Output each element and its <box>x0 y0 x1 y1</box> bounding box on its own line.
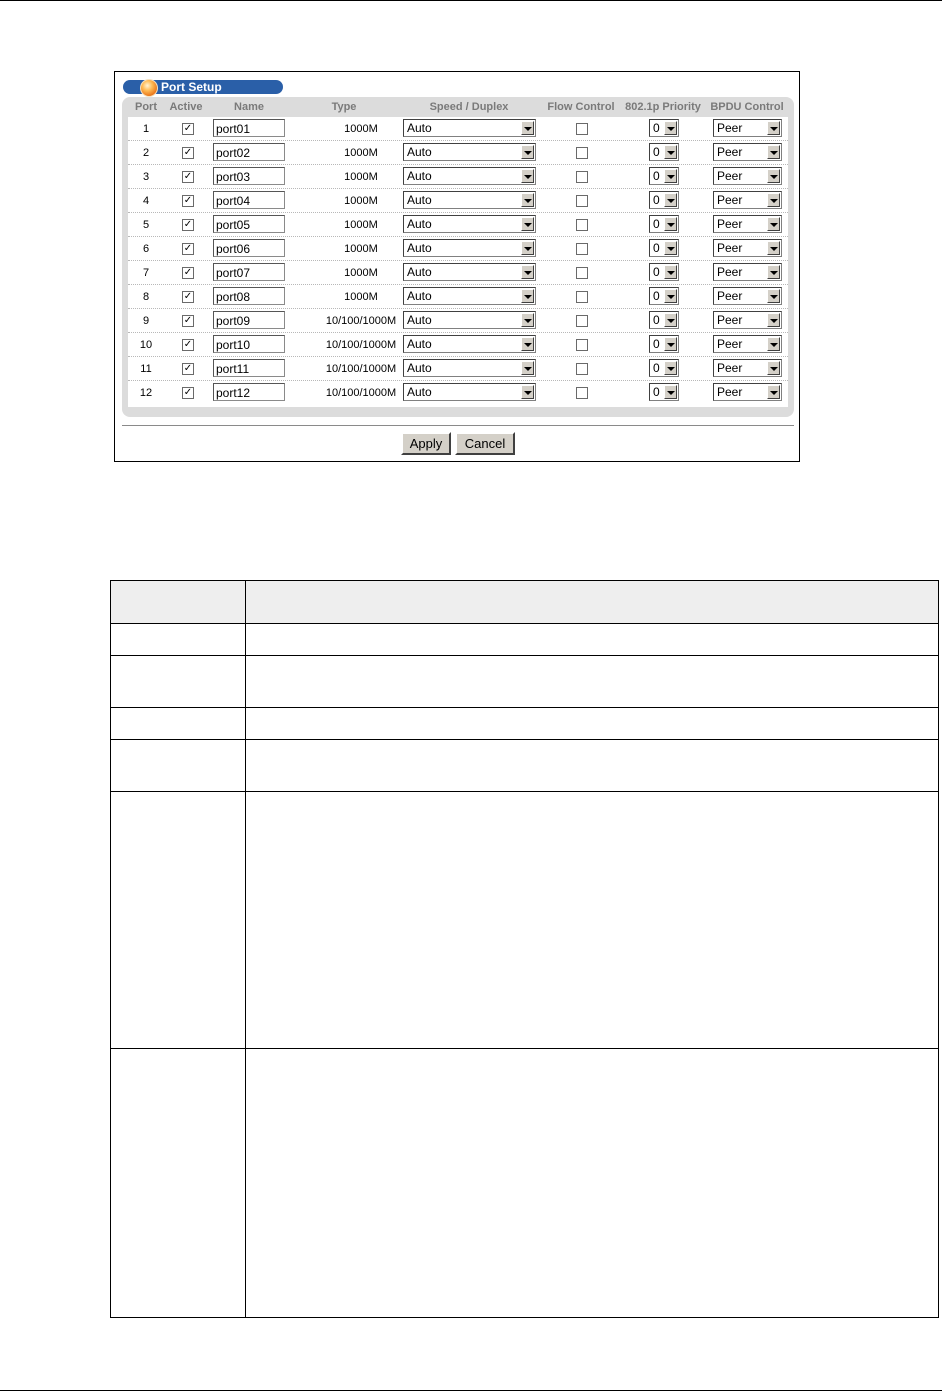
table-row <box>128 381 788 405</box>
chevron-down-icon[interactable] <box>521 385 534 399</box>
priority-value: 0 <box>653 169 660 183</box>
chevron-down-icon[interactable] <box>767 265 780 279</box>
chevron-down-icon[interactable] <box>521 361 534 375</box>
priority-select[interactable] <box>649 335 679 353</box>
table-header-description <box>246 581 939 624</box>
table-row <box>128 213 788 237</box>
active-checkbox[interactable]: ✓ <box>183 123 193 134</box>
port-type: 1000M <box>344 195 378 207</box>
table-header-label <box>111 581 246 624</box>
table-row <box>128 117 788 141</box>
priority-value: 0 <box>653 337 660 351</box>
priority-select[interactable] <box>649 359 679 377</box>
chevron-down-icon[interactable] <box>521 193 534 207</box>
description-table <box>110 580 939 1318</box>
port-name-input[interactable]: port03 <box>213 167 285 185</box>
port-name-input[interactable]: port06 <box>213 239 285 257</box>
speed-duplex-select[interactable] <box>403 311 536 329</box>
priority-select[interactable] <box>649 239 679 257</box>
bpdu-control-select[interactable] <box>713 215 782 233</box>
speed-duplex-value: Auto <box>407 145 432 159</box>
active-checkbox[interactable]: ✓ <box>183 171 193 182</box>
chevron-down-icon[interactable] <box>664 241 677 255</box>
flow-control-checkbox[interactable] <box>576 147 588 159</box>
priority-value: 0 <box>653 361 660 375</box>
speed-duplex-select[interactable] <box>403 287 536 305</box>
priority-value: 0 <box>653 145 660 159</box>
flow-control-checkbox[interactable] <box>576 291 588 303</box>
port-name-input[interactable]: port02 <box>213 143 285 161</box>
active-checkbox[interactable]: ✓ <box>183 315 193 326</box>
chevron-down-icon[interactable] <box>767 337 780 351</box>
priority-value: 0 <box>653 289 660 303</box>
speed-duplex-value: Auto <box>407 289 432 303</box>
speed-duplex-select[interactable] <box>403 239 536 257</box>
port-number: 5 <box>142 219 150 231</box>
speed-duplex-value: Auto <box>407 169 432 183</box>
speed-duplex-value: Auto <box>407 193 432 207</box>
active-checkbox[interactable]: ✓ <box>183 363 193 374</box>
page-bottom-rule <box>0 1390 942 1391</box>
active-checkbox[interactable]: ✓ <box>183 147 193 158</box>
bpdu-control-select[interactable] <box>713 359 782 377</box>
port-type: 1000M <box>344 123 378 135</box>
bpdu-control-value: Peer <box>717 121 743 135</box>
bpdu-control-value: Peer <box>717 265 743 279</box>
panel-title: Port Setup <box>161 80 222 94</box>
port-name-input[interactable]: port08 <box>213 287 285 305</box>
active-checkbox[interactable]: ✓ <box>183 195 193 206</box>
flow-control-checkbox[interactable] <box>576 219 588 231</box>
header-speed-duplex: Speed / Duplex <box>429 101 509 113</box>
table-row <box>128 141 788 165</box>
priority-select[interactable] <box>649 383 679 401</box>
table-row <box>128 285 788 309</box>
priority-select[interactable] <box>649 119 679 137</box>
bpdu-control-value: Peer <box>717 313 743 327</box>
speed-duplex-select[interactable] <box>403 359 536 377</box>
chevron-down-icon[interactable] <box>767 193 780 207</box>
speed-duplex-select[interactable] <box>403 143 536 161</box>
bpdu-control-select[interactable] <box>713 383 782 401</box>
active-checkbox[interactable]: ✓ <box>183 387 193 398</box>
port-type: 10/100/1000M <box>325 339 397 351</box>
speed-duplex-select[interactable] <box>403 119 536 137</box>
chevron-down-icon[interactable] <box>664 385 677 399</box>
chevron-down-icon[interactable] <box>767 121 780 135</box>
chevron-down-icon[interactable] <box>767 313 780 327</box>
chevron-down-icon[interactable] <box>664 145 677 159</box>
header-bpdu-control: BPDU Control <box>710 101 784 113</box>
divider <box>122 425 794 426</box>
port-number: 3 <box>142 171 150 183</box>
port-type: 1000M <box>344 219 378 231</box>
bpdu-control-value: Peer <box>717 385 743 399</box>
flow-control-checkbox[interactable] <box>576 267 588 279</box>
port-grid <box>122 97 794 417</box>
grid-header-row <box>122 97 794 117</box>
priority-select[interactable] <box>649 143 679 161</box>
table-row <box>111 624 939 656</box>
chevron-down-icon[interactable] <box>664 121 677 135</box>
active-checkbox[interactable]: ✓ <box>183 339 193 350</box>
speed-duplex-value: Auto <box>407 337 432 351</box>
priority-value: 0 <box>653 265 660 279</box>
speed-duplex-select[interactable] <box>403 263 536 281</box>
flow-control-checkbox[interactable] <box>576 315 588 327</box>
speed-duplex-select[interactable] <box>403 191 536 209</box>
table-row <box>128 237 788 261</box>
bpdu-control-value: Peer <box>717 145 743 159</box>
table-row <box>111 740 939 792</box>
bpdu-control-value: Peer <box>717 169 743 183</box>
port-number: 11 <box>140 363 152 375</box>
port-name-input[interactable]: port01 <box>213 119 285 137</box>
chevron-down-icon[interactable] <box>664 193 677 207</box>
speed-duplex-value: Auto <box>407 385 432 399</box>
chevron-down-icon[interactable] <box>767 145 780 159</box>
chevron-down-icon[interactable] <box>521 313 534 327</box>
priority-value: 0 <box>653 217 660 231</box>
header-priority: 802.1p Priority <box>625 101 701 113</box>
panel-title-bar <box>123 80 283 94</box>
bpdu-control-value: Peer <box>717 241 743 255</box>
table-row <box>111 656 939 708</box>
chevron-down-icon[interactable] <box>767 241 780 255</box>
bpdu-control-select[interactable] <box>713 311 782 329</box>
port-number: 9 <box>142 315 150 327</box>
table-row <box>111 792 939 1049</box>
chevron-down-icon[interactable] <box>767 289 780 303</box>
table-row <box>128 165 788 189</box>
chevron-down-icon[interactable] <box>521 217 534 231</box>
speed-duplex-value: Auto <box>407 265 432 279</box>
chevron-down-icon[interactable] <box>664 217 677 231</box>
chevron-down-icon[interactable] <box>521 241 534 255</box>
chevron-down-icon[interactable] <box>521 121 534 135</box>
port-name-input[interactable]: port10 <box>213 335 285 353</box>
bpdu-control-value: Peer <box>717 217 743 231</box>
speed-duplex-select[interactable] <box>403 383 536 401</box>
priority-value: 0 <box>653 241 660 255</box>
active-checkbox[interactable]: ✓ <box>183 267 193 278</box>
priority-value: 0 <box>653 313 660 327</box>
table-row <box>128 333 788 357</box>
port-name-input[interactable]: port07 <box>213 263 285 281</box>
chevron-down-icon[interactable] <box>664 361 677 375</box>
header-flow-control: Flow Control <box>547 101 615 113</box>
port-name-input[interactable]: port05 <box>213 215 285 233</box>
port-type: 1000M <box>344 267 378 279</box>
priority-value: 0 <box>653 193 660 207</box>
priority-value: 0 <box>653 121 660 135</box>
flow-control-checkbox[interactable] <box>576 363 588 375</box>
speed-duplex-value: Auto <box>407 121 432 135</box>
chevron-down-icon[interactable] <box>521 169 534 183</box>
port-type: 10/100/1000M <box>325 387 397 399</box>
port-number: 10 <box>139 339 153 351</box>
speed-duplex-select[interactable] <box>403 167 536 185</box>
port-type: 1000M <box>344 243 378 255</box>
table-row <box>128 309 788 333</box>
port-number: 4 <box>142 195 150 207</box>
bpdu-control-select[interactable] <box>713 287 782 305</box>
chevron-down-icon[interactable] <box>521 289 534 303</box>
bpdu-control-value: Peer <box>717 193 743 207</box>
flow-control-checkbox[interactable] <box>576 339 588 351</box>
chevron-down-icon[interactable] <box>664 289 677 303</box>
speed-duplex-value: Auto <box>407 217 432 231</box>
cancel-button[interactable]: Cancel <box>455 432 515 455</box>
port-type: 1000M <box>344 291 378 303</box>
table-row <box>128 261 788 285</box>
header-type: Type <box>331 101 357 113</box>
port-type: 10/100/1000M <box>325 363 397 375</box>
table-row <box>111 708 939 740</box>
port-type: 1000M <box>344 147 378 159</box>
port-number: 12 <box>139 387 153 399</box>
speed-duplex-select[interactable] <box>403 215 536 233</box>
flow-control-checkbox[interactable] <box>576 387 588 399</box>
port-number: 1 <box>142 123 150 135</box>
chevron-down-icon[interactable] <box>521 337 534 351</box>
flow-control-checkbox[interactable] <box>576 243 588 255</box>
port-name-input[interactable]: port12 <box>213 383 285 401</box>
port-name-input[interactable]: port09 <box>213 311 285 329</box>
flow-control-checkbox[interactable] <box>576 195 588 207</box>
flow-control-checkbox[interactable] <box>576 171 588 183</box>
table-row <box>111 1049 939 1318</box>
priority-select[interactable] <box>649 215 679 233</box>
chevron-down-icon[interactable] <box>521 145 534 159</box>
priority-select[interactable] <box>649 263 679 281</box>
active-checkbox[interactable]: ✓ <box>183 219 193 230</box>
speed-duplex-select[interactable] <box>403 335 536 353</box>
apply-button[interactable]: Apply <box>401 432 451 455</box>
table-row <box>128 189 788 213</box>
port-type: 10/100/1000M <box>325 315 397 327</box>
chevron-down-icon[interactable] <box>664 265 677 279</box>
port-name-input[interactable]: port11 <box>213 359 285 377</box>
bpdu-control-value: Peer <box>717 289 743 303</box>
orb-icon <box>140 79 158 97</box>
priority-select[interactable] <box>649 311 679 329</box>
chevron-down-icon[interactable] <box>521 265 534 279</box>
chevron-down-icon[interactable] <box>767 361 780 375</box>
chevron-down-icon[interactable] <box>767 217 780 231</box>
port-number: 2 <box>142 147 150 159</box>
speed-duplex-value: Auto <box>407 241 432 255</box>
speed-duplex-value: Auto <box>407 361 432 375</box>
bpdu-control-select[interactable] <box>713 143 782 161</box>
active-checkbox[interactable]: ✓ <box>183 243 193 254</box>
port-number: 6 <box>142 243 150 255</box>
flow-control-checkbox[interactable] <box>576 123 588 135</box>
bpdu-control-value: Peer <box>717 361 743 375</box>
chevron-down-icon[interactable] <box>664 313 677 327</box>
bpdu-control-value: Peer <box>717 337 743 351</box>
active-checkbox[interactable]: ✓ <box>183 291 193 302</box>
bpdu-control-select[interactable] <box>713 263 782 281</box>
bpdu-control-select[interactable] <box>713 167 782 185</box>
port-name-input[interactable]: port04 <box>213 191 285 209</box>
bpdu-control-select[interactable] <box>713 335 782 353</box>
port-rows <box>128 117 788 407</box>
bpdu-control-select[interactable] <box>713 119 782 137</box>
chevron-down-icon[interactable] <box>664 337 677 351</box>
table-row <box>128 357 788 381</box>
bpdu-control-select[interactable] <box>713 191 782 209</box>
header-active: Active <box>169 101 203 113</box>
priority-select[interactable] <box>649 191 679 209</box>
port-type: 1000M <box>344 171 378 183</box>
header-name: Name <box>234 101 264 113</box>
port-setup-panel <box>114 71 800 462</box>
priority-value: 0 <box>653 385 660 399</box>
chevron-down-icon[interactable] <box>767 385 780 399</box>
chevron-down-icon[interactable] <box>664 169 677 183</box>
table-header-row <box>111 581 939 624</box>
bpdu-control-select[interactable] <box>713 239 782 257</box>
speed-duplex-value: Auto <box>407 313 432 327</box>
priority-select[interactable] <box>649 287 679 305</box>
priority-select[interactable] <box>649 167 679 185</box>
port-number: 7 <box>142 267 150 279</box>
port-number: 8 <box>142 291 150 303</box>
chevron-down-icon[interactable] <box>767 169 780 183</box>
header-port: Port <box>135 101 157 113</box>
page-top-rule <box>0 0 942 1</box>
